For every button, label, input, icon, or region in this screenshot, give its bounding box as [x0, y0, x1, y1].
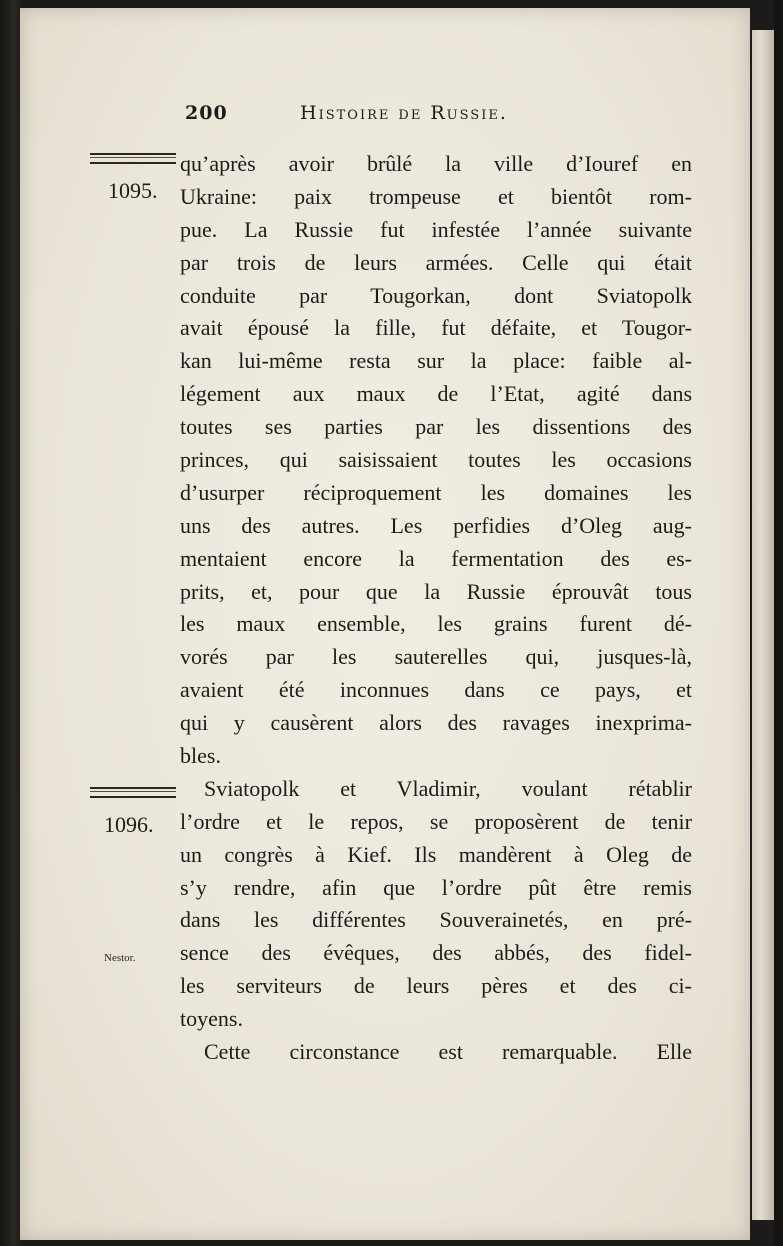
text-line: un congrès à Kief. Ils mandèrent à Oleg de — [180, 841, 692, 867]
text-line: Ukraine: paix trompeuse et bientôt rom- — [180, 183, 692, 209]
page-number: 200 — [185, 102, 228, 124]
text-line: d’usurper réciproquement les domaines les — [180, 479, 692, 505]
margin-year-1096: 1096. — [104, 812, 154, 837]
text-line: conduite par Tougorkan, dont Sviatopolk — [180, 282, 692, 308]
text-line: kan lui-même resta sur la place: faible al- — [180, 348, 692, 374]
running-title: Histoire de Russie. — [300, 102, 508, 124]
next-page-edge — [752, 30, 774, 1220]
text-line: qu’après avoir brûlé la ville d’Iouref en — [180, 151, 692, 176]
text-line: par trois de leurs armées. Celle qui était — [180, 249, 692, 275]
text-line: l’ordre et le repos, se proposèrent de tenir — [180, 808, 692, 834]
margin-source-note: Nestor. — [104, 952, 136, 964]
text-line: qui y causèrent alors des ravages inexprima- — [180, 710, 692, 736]
text-line: s’y rendre, afin que l’ordre pût être remis — [180, 874, 692, 900]
text-line: Cette circonstance est remarquable. Elle — [204, 1039, 692, 1065]
text-line: uns des autres. Les perfidies d’Oleg aug- — [180, 512, 692, 538]
text-line: avaient été inconnues dans ce pays, et — [180, 677, 692, 703]
text-line: sence des évêques, des abbés, des fidel- — [180, 940, 692, 966]
text-line: princes, qui saisissaient toutes les occasions — [180, 447, 692, 473]
margin-rule-1 — [90, 153, 176, 164]
margin-rule-2 — [90, 787, 176, 798]
text-line: pue. La Russie fut infestée l’année suivante — [180, 216, 692, 242]
running-header — [185, 102, 705, 132]
body-text — [180, 148, 692, 1069]
text-line: mentaient encore la fermentation des es- — [180, 545, 692, 571]
text-line: légement aux maux de l’Etat, agité dans — [180, 381, 692, 407]
text-line: avait épousé la fille, fut défaite, et Tougor- — [180, 315, 692, 341]
text-line: les serviteurs de leurs pères et des ci- — [180, 973, 692, 999]
text-line: bles. — [180, 743, 221, 769]
text-line: prits, et, pour que la Russie éprouvât tous — [180, 578, 692, 604]
book-cover-edge — [774, 0, 783, 1246]
text-line: toutes ses parties par les dissentions des — [180, 414, 692, 440]
text-line: les maux ensemble, les grains furent dé- — [180, 611, 692, 637]
text-line: dans les différentes Souverainetés, en pré- — [180, 907, 692, 933]
text-line: toyens. — [180, 1006, 243, 1032]
margin-year-1095: 1095. — [108, 178, 158, 203]
text-line: vorés par les sauterelles qui, jusques-là, — [180, 644, 692, 670]
text-line: Sviatopolk et Vladimir, voulant rétablir — [204, 775, 692, 801]
